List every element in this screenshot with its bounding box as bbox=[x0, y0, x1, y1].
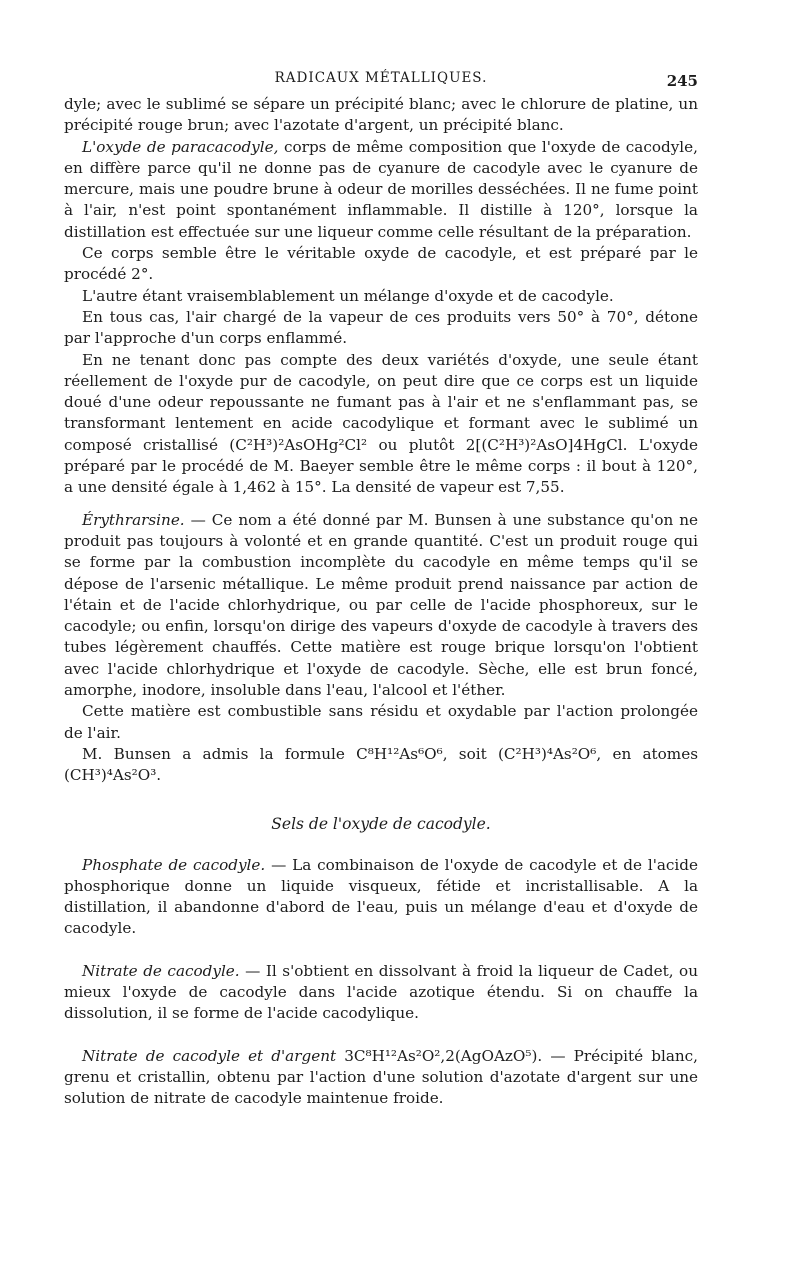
page-number: 245 bbox=[666, 72, 698, 90]
paragraph-text: — Ce nom a été donné par M. Bunsen à une substance qu'on ne produit pas toujours à volonté et en grande quantité. C'est un produit rouge qui se forme par la combustion incomplète du cacodyle en même temps qu'il se dépose de l'arsenic métallique. Le même produit prend naissance par action de l'étain et de l'acide chlorhydrique, ou par celle de l'acide phosphoreux, sur le cacodyle; ou enfin, lorsqu'on dirige des vapeurs d'oxyde de cacodyle à travers des tubes légèrement chauffés. Cette matière est rouge brique lorsqu'on l'obtient avec l'acide chlorhydrique et l'oxyde de cacodyle. Sèche, elle est brun foncé, amorphe, inodore, insoluble dans l'eau, l'alcool et l'éther. bbox=[64, 510, 698, 700]
paragraph-paracacodyle-oxide bbox=[64, 137, 698, 243]
paragraph-bunsen-formula: M. Bunsen a admis la formule C⁸H¹²As⁶O⁶, soit (C²H³)⁴As²O⁶, en atomes (CH³)⁴As²O³. bbox=[64, 744, 698, 785]
paragraph-nitrate bbox=[64, 961, 698, 1025]
term-nitrate-silver: Nitrate de cacodyle et d'argent bbox=[82, 1046, 337, 1065]
term-phosphate: Phosphate de cacodyle. bbox=[82, 855, 266, 874]
paragraph-true-oxide: Ce corps semble être le véritable oxyde de cacodyle, et est préparé par le procédé 2°. bbox=[64, 244, 698, 284]
paragraph-text: — Il s'obtient en dissolvant à froid la liqueur de Cadet, ou mieux l'oxyde de cacodyle dans l'acide azotique étendu. Si on chauffe la dissolution, il se forme de l'acide cacodylique. bbox=[64, 961, 698, 1023]
running-title: RADICAUX MÉTALLIQUES. bbox=[274, 70, 488, 86]
paragraph-phosphate bbox=[64, 855, 698, 940]
term-paracacodyle-oxide: L'oxyde de paracacodyle, bbox=[82, 137, 279, 156]
paragraph-text: corps de même composition que l'oxyde de cacodyle, en diffère parce qu'il ne donne pas de cyanure de cacodyle avec le cyanure de mercure, mais une poudre brune à odeur de morilles desséchées. Il ne fume point à l'air, n'est point spontanément inflammable. Il distille à 120°, lorsque la distillation est effectuée sur une liqueur comme celle résultant de la préparation. bbox=[64, 137, 698, 241]
paragraph-combustible: Cette matière est combustible sans résidu et oxydable par l'action prolongée de l'air. bbox=[64, 702, 698, 742]
paragraph-cacodyle-reactions: dyle; avec le sublimé se sépare un précipité blanc; avec le chlorure de platine, un précipité rouge brun; avec l'azotate d'argent, un précipité blanc. bbox=[64, 95, 698, 135]
paragraph-mixture: L'autre étant vraisemblablement un mélange d'oxyde et de cacodyle. bbox=[82, 286, 614, 305]
paragraph-text: — La combinaison de l'oxyde de cacodyle et de l'acide phosphorique donne un liquide visqueux, fétide et incristallisable. A la distillation, il abandonne d'abord de l'eau, puis un mélange d'eau et d'oxyde de cacodyle. bbox=[64, 855, 699, 938]
paragraph-erythrarsine bbox=[64, 510, 698, 702]
paragraph-text: 3C⁸H¹²As²O²,2(AgOAzO⁵). — Précipité blanc, grenu et cristallin, obtenu par l'action d'une solution d'azotate d'argent sur une solution de nitrate de cacodyle maintenue froide. bbox=[64, 1046, 698, 1108]
term-erythrarsine: Érythrarsine. bbox=[82, 510, 185, 529]
paragraph-nitrate-silver bbox=[64, 1046, 698, 1110]
book-page bbox=[64, 66, 698, 1109]
section-title: Sels de l'oxyde de cacodyle. bbox=[271, 814, 491, 833]
term-nitrate: Nitrate de cacodyle. bbox=[82, 961, 240, 980]
page-header bbox=[64, 66, 698, 94]
paragraph-detonation: En tous cas, l'air chargé de la vapeur de ces produits vers 50° à 70°, détone par l'approche d'un corps enflammé. bbox=[64, 307, 698, 348]
paragraph-oxide-properties: En ne tenant donc pas compte des deux variétés d'oxyde, une seule étant réellement de l'oxyde pur de cacodyle, on peut dire que ce corps est un liquide doué d'une odeur repoussante ne fumant pas à l'air et ne s'enflammant pas, se transformant lentement en acide cacodylique et formant avec le sublimé un composé cristallisé (C²H³)²AsOHg²Cl² ou plutôt 2[(C²H³)²AsO]4HgCl. L'oxyde préparé par le procédé de M. Baeyer semble être le même corps : il bout à 120°, a une densité égale à 1,462 à 15°. La densité de vapeur est 7,55. bbox=[64, 350, 698, 497]
